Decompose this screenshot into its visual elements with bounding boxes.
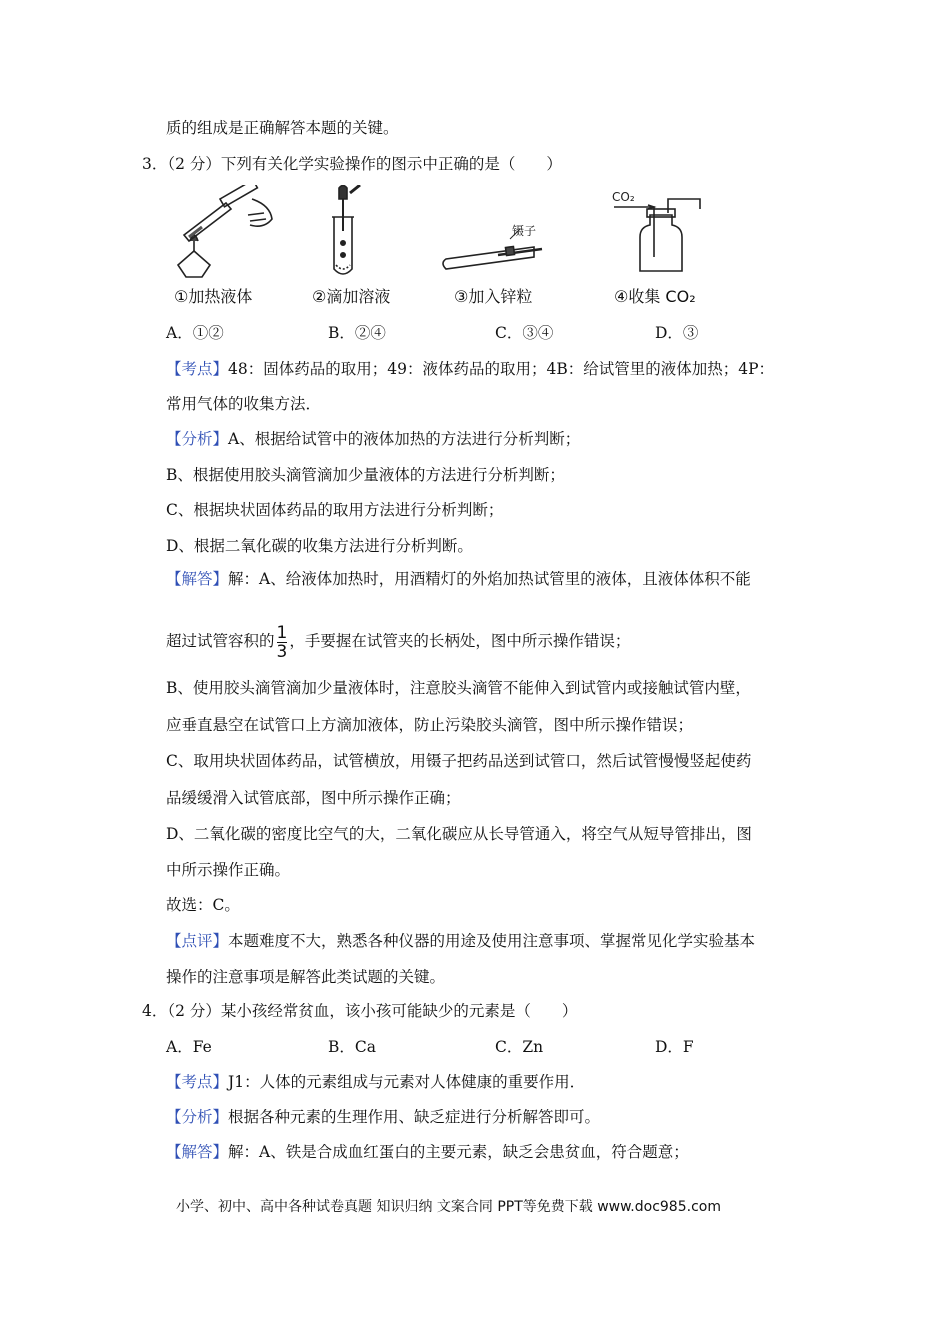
option-a: A．Fe xyxy=(166,1038,212,1056)
fenxi-line-3: C、根据块状固体药品的取用方法进行分析判断； xyxy=(166,501,504,519)
fraction-numerator: 1 xyxy=(276,622,288,643)
kaodian-tag: 【考点】 xyxy=(166,1073,229,1091)
question-number: 3． xyxy=(142,155,168,173)
fenxi-line-2: B、根据使用胶头滴管滴加少量液体的方法进行分析判断； xyxy=(166,466,565,484)
fraction-one-third xyxy=(276,622,288,662)
question-4-stem xyxy=(142,1000,577,1022)
jieda-line-6: 品缓缓滑入试管底部，图中所示操作正确； xyxy=(166,789,461,807)
question-text: （2 分）某小孩经常贫血，该小孩可能缺少的元素是（ ） xyxy=(167,1002,578,1020)
q4-kaodian xyxy=(166,1071,585,1093)
q4-fenxi xyxy=(166,1106,600,1128)
dianping-tag: 【点评】 xyxy=(166,932,229,950)
figure-caption: ①加热液体 xyxy=(174,287,253,306)
jieda-text: 解：A、给液体加热时，用酒精灯的外焰加热试管里的液体，且液体体积不能 xyxy=(228,570,751,588)
jieda-line-5: C、取用块状固体药品，试管横放，用镊子把药品送到试管口，然后试管慢慢竖起使药 xyxy=(166,752,752,770)
kaodian-text: J1：人体的元素组成与元素对人体健康的重要作用． xyxy=(228,1073,586,1091)
figure-caption: ④收集 CO₂ xyxy=(614,287,696,306)
q4-jieda xyxy=(166,1141,689,1163)
dropper-icon xyxy=(312,185,392,285)
figure-zinc xyxy=(438,185,578,310)
option-a: A．①② xyxy=(166,324,224,342)
question-text: （2 分）下列有关化学实验操作的图示中正确的是（ ） xyxy=(167,155,562,173)
heating-liquid-icon xyxy=(160,185,290,285)
kaodian-text: 48：固体药品的取用；49：液体药品的取用；4B：给试管里的液体加热；4P： xyxy=(228,360,775,378)
kaodian-line-1 xyxy=(166,358,774,380)
figure-heating-liquid xyxy=(160,185,300,310)
jieda-line-2 xyxy=(166,621,630,661)
tweezers-label: 镊子 xyxy=(512,224,537,238)
option-c: C．Zn xyxy=(495,1038,544,1056)
option-c: C．③④ xyxy=(495,324,554,342)
figure-dropper xyxy=(312,185,452,310)
jieda-text: 超过试管容积的 xyxy=(166,632,275,650)
co2-label: CO₂ xyxy=(612,190,635,204)
option-d: D．③ xyxy=(655,324,699,342)
answer-line: 故选：C。 xyxy=(166,896,240,914)
option-b: B．②④ xyxy=(328,324,386,342)
fenxi-tag: 【分析】 xyxy=(166,430,229,448)
dianping-line-1 xyxy=(166,930,755,952)
jieda-tag: 【解答】 xyxy=(166,570,229,588)
kaodian-line-2: 常用气体的收集方法． xyxy=(166,395,322,413)
fenxi-line-1 xyxy=(166,428,580,450)
question-3-stem xyxy=(142,153,562,175)
fenxi-line-4: D、根据二氧化碳的收集方法进行分析判断。 xyxy=(166,537,473,555)
dianping-line-2: 操作的注意事项是解答此类试题的关键。 xyxy=(166,968,446,986)
dianping-text: 本题难度不大，熟悉各种仪器的用途及使用注意事项、掌握常见化学实验基本 xyxy=(228,932,756,950)
jieda-line-4: 应垂直悬空在试管口上方滴加液体，防止污染胶头滴管，图中所示操作错误； xyxy=(166,716,694,734)
fenxi-text: 根据各种元素的生理作用、缺乏症进行分析解答即可。 xyxy=(228,1108,601,1126)
jieda-line-7: D、二氧化碳的密度比空气的大，二氧化碳应从长导管通入，将空气从短导管排出，图 xyxy=(166,825,752,843)
jieda-line-1 xyxy=(166,568,751,590)
jieda-line-8: 中所示操作正确。 xyxy=(166,861,291,879)
fenxi-tag: 【分析】 xyxy=(166,1108,229,1126)
question-number: 4． xyxy=(142,1002,168,1020)
jieda-text: ，手要握在试管夹的长柄处，图中所示操作错误； xyxy=(289,632,631,650)
fenxi-text: A、根据给试管中的液体加热的方法进行分析判断； xyxy=(228,430,581,448)
gas-bottle-icon xyxy=(610,185,720,285)
option-d: D．F xyxy=(655,1038,694,1056)
intro-tail: 质的组成是正确解答本题的关键。 xyxy=(166,119,399,137)
figure-caption: ②滴加溶液 xyxy=(312,287,391,306)
jieda-text: 解：A、铁是合成血红蛋白的主要元素，缺乏会患贫血，符合题意； xyxy=(228,1143,689,1161)
kaodian-tag: 【考点】 xyxy=(166,360,229,378)
option-b: B．Ca xyxy=(328,1038,376,1056)
fraction-denominator: 3 xyxy=(276,641,288,662)
figure-caption: ③加入锌粒 xyxy=(454,287,533,306)
jieda-line-3: B、使用胶头滴管滴加少量液体时，注意胶头滴管不能伸入到试管内或接触试管内壁， xyxy=(166,679,751,697)
jieda-tag: 【解答】 xyxy=(166,1143,229,1161)
zinc-granule-icon xyxy=(438,185,558,285)
page-footer: 小学、初中、高中各种试卷真题 知识归纳 文案合同 PPT等免费下载 www.doc985.com xyxy=(176,1199,721,1215)
figure-gas-bottle xyxy=(610,185,750,310)
